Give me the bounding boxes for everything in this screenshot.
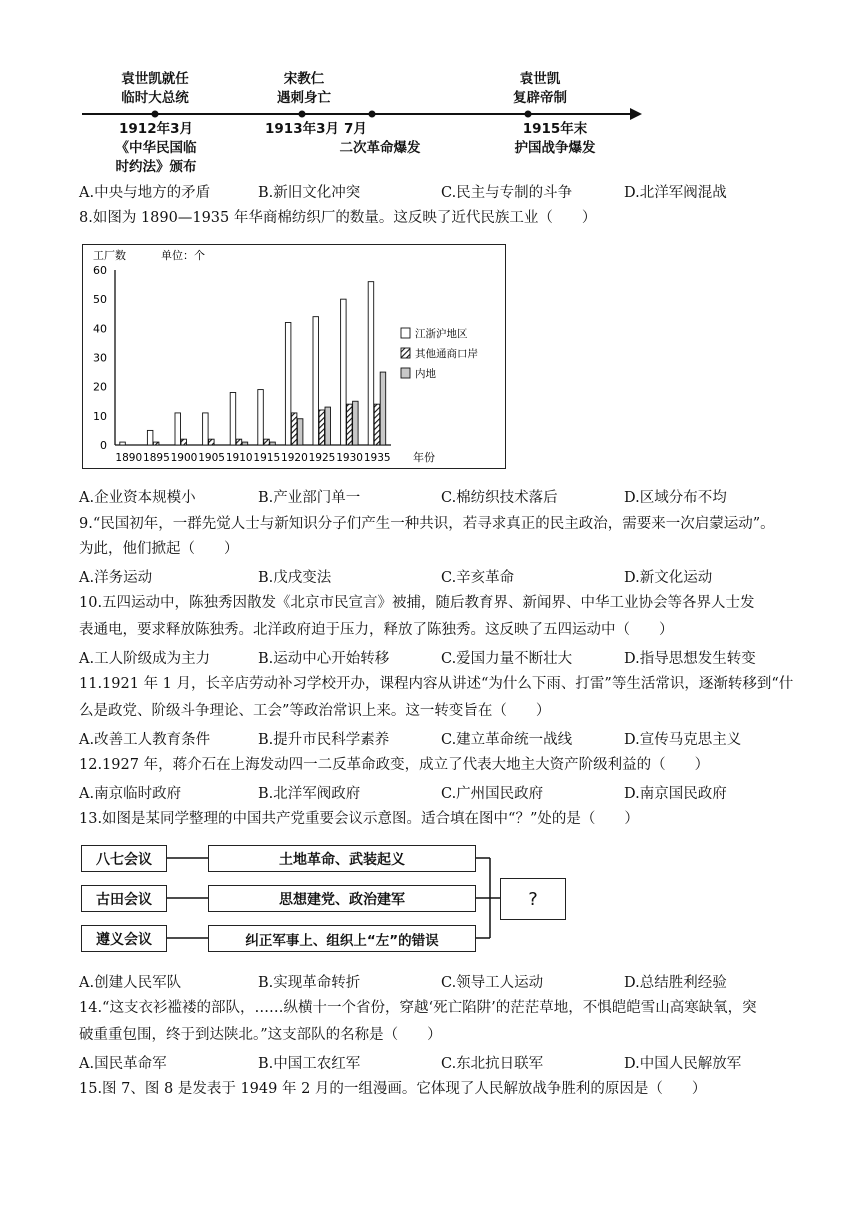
- bar-江浙沪地区-1900: [175, 413, 181, 445]
- unit-label: 单位：个: [161, 249, 205, 262]
- x-tick-label: 1905: [198, 452, 225, 464]
- q8-bar-chart: [82, 244, 506, 469]
- q13-option-c[interactable]: C.领导工人运动: [441, 975, 544, 991]
- q8-option-a[interactable]: A.企业资本规模小: [79, 490, 196, 506]
- q7-option-c[interactable]: C.民主与专制的斗争: [441, 185, 573, 201]
- q12-option-b[interactable]: B.北洋军阀政府: [258, 786, 361, 802]
- bar-内地-1930: [353, 401, 359, 445]
- bar-江浙沪地区-1920: [285, 323, 291, 446]
- q13-option-d[interactable]: D.总结胜利经验: [624, 975, 727, 991]
- x-tick-label: 1920: [281, 452, 308, 464]
- meeting-box-baqi: 八七会议: [81, 845, 167, 872]
- bar-江浙沪地区-1915: [258, 390, 264, 445]
- timeline-event-1: 袁世凯就任 临时大总统: [121, 71, 189, 106]
- q14-option-d[interactable]: D.中国人民解放军: [624, 1056, 742, 1072]
- y-tick-label: 10: [93, 409, 107, 423]
- timeline-dot: [299, 111, 306, 118]
- x-tick-label: 1900: [170, 452, 198, 464]
- bar-其他通商口岸-1900: [181, 439, 187, 445]
- q7-option-a[interactable]: A.中央与地方的矛盾: [79, 185, 211, 201]
- bar-内地-1920: [297, 419, 303, 445]
- q10-option-c[interactable]: C.爱国力量不断壮大: [441, 651, 573, 667]
- q8-option-c[interactable]: C.棉纺织技术落后: [441, 490, 558, 506]
- y-axis-label: 工厂数: [93, 249, 126, 262]
- timeline-dot: [369, 111, 376, 118]
- content-box-2: 思想建党、政治建军: [208, 885, 476, 912]
- q14-stem-line1: 14.“这支衣衫褴褛的部队，……纵横十一个省份，穿越‘死亡陷阱’的茫茫草地，不惧皑皑雪山高寒缺氧，突: [79, 1000, 757, 1016]
- legend-swatch-其他通商口岸: [401, 348, 410, 358]
- x-tick-label: 1895: [143, 452, 170, 464]
- q9-stem-line1: 9.“民国初年，一群先觉人士与新知识分子们产生一种共识，若寻求真正的民主政治，需要来一次启蒙运动”。: [79, 516, 775, 532]
- q10-option-d[interactable]: D.指导思想发生转变: [624, 651, 756, 667]
- content-box-1: 土地革命、武装起义: [208, 845, 476, 872]
- x-tick-label: 1910: [225, 452, 253, 464]
- q12-stem: 12.1927 年，蒋介石在上海发动四一二反革命政变，成立了代表大地主大资产阶级利益的（ ）: [79, 757, 710, 773]
- timeline-event-2: 宋教仁 遇刺身亡: [277, 71, 331, 106]
- x-tick-label: 1925: [308, 452, 336, 464]
- bar-其他通商口岸-1935: [374, 404, 380, 445]
- q10-option-b[interactable]: B.运动中心开始转移: [258, 651, 390, 667]
- bar-其他通商口岸-1905: [209, 439, 215, 445]
- timeline-label-1915: 1915年末 护国战争爆发: [514, 121, 596, 156]
- bar-江浙沪地区-1910: [230, 393, 236, 446]
- q7-option-b[interactable]: B.新旧文化冲突: [258, 185, 361, 201]
- q7-option-d[interactable]: D.北洋军阀混战: [624, 185, 727, 201]
- legend-label: 其他通商口岸: [415, 348, 478, 360]
- q14-stem-line2: 破重重包围，终于到达陕北。”这支部队的名称是（ ）: [79, 1027, 442, 1043]
- q11-option-c[interactable]: C.建立革命统一战线: [441, 732, 573, 748]
- bar-其他通商口岸-1910: [236, 439, 242, 445]
- q9-option-d[interactable]: D.新文化运动: [624, 570, 713, 586]
- bar-江浙沪地区-1895: [147, 430, 153, 445]
- q11-stem-line2: 么是政党、阶级斗争理论、工会”等政治常识上来。这一转变旨在（ ）: [79, 703, 551, 719]
- content-box-3: 纠正军事上、组织上“左”的错误: [208, 925, 476, 952]
- q14-option-b[interactable]: B.中国工农红军: [258, 1056, 361, 1072]
- legend-label: 江浙沪地区: [415, 328, 468, 340]
- bar-江浙沪地区-1905: [203, 413, 209, 445]
- q8-option-d[interactable]: D.区域分布不均: [624, 490, 727, 506]
- x-tick-label: 1935: [363, 452, 391, 464]
- timeline-label-1913-3: 1913年3月: [265, 121, 339, 137]
- y-tick-label: 20: [93, 380, 107, 394]
- y-tick-label: 30: [93, 351, 107, 365]
- x-axis-label: 年份: [413, 451, 435, 464]
- q8-option-b[interactable]: B.产业部门单一: [258, 490, 361, 506]
- bar-其他通商口岸-1930: [347, 404, 353, 445]
- x-tick-label: 1930: [336, 452, 363, 464]
- legend-label: 内地: [415, 368, 436, 380]
- q10-stem-line1: 10.五四运动中，陈独秀因散发《北京市民宣言》被捕，随后教育界、新闻界、中华工业协会等各界人士发: [79, 595, 755, 611]
- q13-option-a[interactable]: A.创建人民军队: [79, 975, 182, 991]
- y-tick-label: 60: [93, 264, 107, 277]
- legend-swatch-江浙沪地区: [401, 328, 410, 338]
- bar-其他通商口岸-1915: [264, 439, 270, 445]
- bar-江浙沪地区-1890: [120, 442, 126, 445]
- legend-swatch-内地: [401, 368, 410, 378]
- q11-option-a[interactable]: A.改善工人教育条件: [79, 732, 211, 748]
- y-tick-label: 0: [100, 439, 107, 452]
- x-tick-label: 1915: [253, 452, 281, 464]
- timeline-label-1912: 1912年3月 《中华民国临 时约法》颁布: [115, 121, 197, 175]
- q12-option-d[interactable]: D.南京国民政府: [624, 786, 727, 802]
- bar-其他通商口岸-1925: [319, 410, 325, 445]
- q8-stem: 8.如图为 1890—1935 年华商棉纺织厂的数量。这反映了近代民族工业（ ）: [79, 210, 597, 226]
- bar-内地-1925: [325, 407, 331, 445]
- q14-option-a[interactable]: A.国民革命军: [79, 1056, 167, 1072]
- bar-其他通商口岸-1920: [291, 413, 297, 445]
- bar-其他通商口岸-1895: [153, 442, 159, 445]
- question-mark-box: ?: [500, 878, 566, 920]
- chart-svg: [83, 245, 505, 467]
- q14-option-c[interactable]: C.东北抗日联军: [441, 1056, 544, 1072]
- bar-内地-1910: [242, 442, 248, 445]
- bar-内地-1935: [380, 372, 386, 445]
- timeline-dot: [152, 111, 159, 118]
- timeline-label-1913-7: 7月 二次革命爆发: [339, 121, 421, 156]
- bar-江浙沪地区-1935: [368, 282, 374, 445]
- q9-stem-line2: 为此，他们掀起（ ）: [79, 541, 239, 557]
- q11-stem-line1: 11.1921 年 1 月，长辛店劳动补习学校开办，课程内容从讲述“为什么下雨、打雷”等生活常识，逐渐转移到“什: [79, 676, 794, 692]
- y-tick-label: 50: [93, 293, 107, 307]
- bar-江浙沪地区-1930: [341, 299, 347, 445]
- timeline-dot: [525, 111, 532, 118]
- bar-江浙沪地区-1925: [313, 317, 319, 445]
- bar-内地-1915: [270, 442, 276, 445]
- q15-stem: 15.图 7、图 8 是发表于 1949 年 2 月的一组漫画。它体现了人民解放战争胜利的原因是（ ）: [79, 1081, 707, 1097]
- q10-stem-line2: 表通电，要求释放陈独秀。北洋政府迫于压力，释放了陈独秀。这反映了五四运动中（ ）: [79, 622, 674, 638]
- q9-option-a[interactable]: A.洋务运动: [79, 570, 153, 586]
- q13-stem: 13.如图是某同学整理的中国共产党重要会议示意图。适合填在图中“？”处的是（ ）: [79, 811, 639, 827]
- meeting-box-gutian: 古田会议: [81, 885, 167, 912]
- q9-option-c[interactable]: C.辛亥革命: [441, 570, 515, 586]
- meeting-box-zunyi: 遵义会议: [81, 925, 167, 952]
- q9-option-b[interactable]: B.戊戌变法: [258, 570, 332, 586]
- x-tick-label: 1890: [115, 452, 143, 464]
- q11-option-d[interactable]: D.宣传马克思主义: [624, 732, 742, 748]
- y-tick-label: 40: [93, 322, 107, 336]
- q11-option-b[interactable]: B.提升市民科学素养: [258, 732, 390, 748]
- q12-option-a[interactable]: A.南京临时政府: [79, 786, 182, 802]
- timeline-event-3: 袁世凯 复辟帝制: [513, 71, 567, 106]
- q13-option-b[interactable]: B.实现革命转折: [258, 975, 361, 991]
- q10-option-a[interactable]: A.工人阶级成为主力: [79, 651, 211, 667]
- q12-option-c[interactable]: C.广州国民政府: [441, 786, 544, 802]
